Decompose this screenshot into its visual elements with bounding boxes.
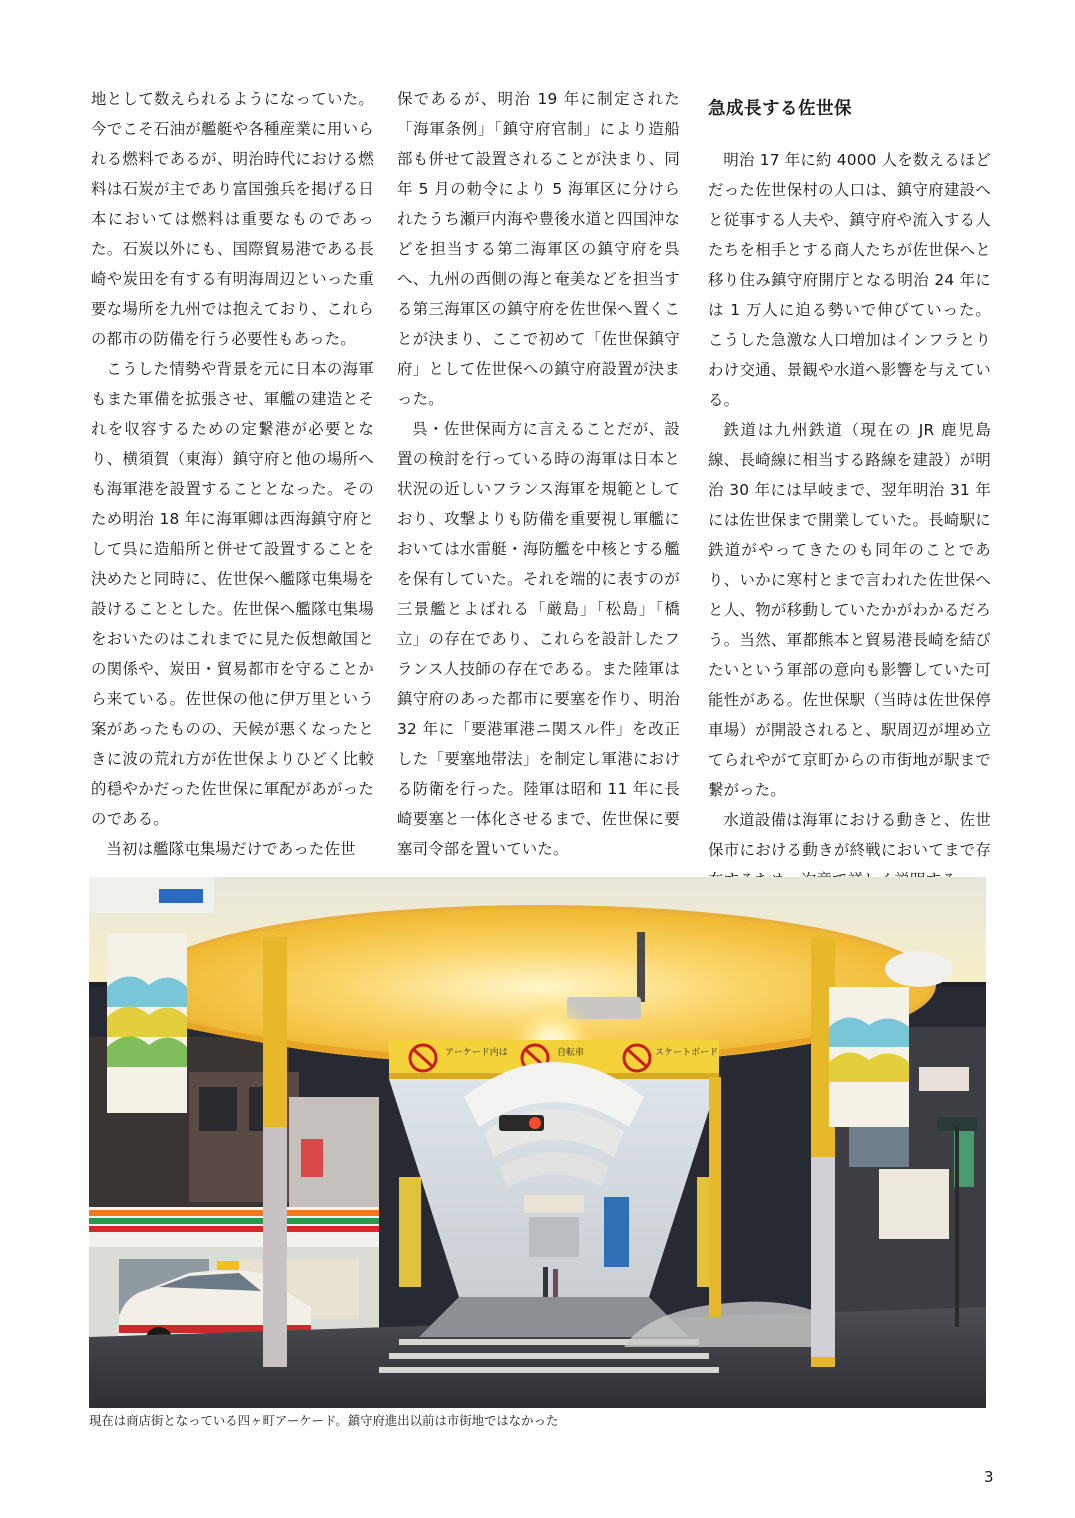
paragraph: 保であるが、明治 19 年に制定された「海軍条例」「鎮守府官制」により造船部も併せて設置されることが決まり、同年 5 月の勅令により 5 海軍区に分けられたうち瀬戸内海や豊後水道と四国沖などを担当する第二海軍区の鎮守府を呉へ、九州の西側の海と奄美などを担当する第三海軍区の鎮守府を佐世保へ置くことが決まり、ここで初めて「佐世保鎮守府」として佐世保への鎮守府設置が決まった。	[397, 90, 680, 408]
paragraph: 明治 17 年に約 4000 人を数えるほどだった佐世保村の人口は、鎮守府建設へと従事する人夫や、鎮守府や流入する人たちを相手とする商人たちが佐世保へと移り住み鎮守府開庁となる明治 24 年には 1 万人に迫る勢いで伸びていった。こうした急激な人口増加はインフラとりわけ交通、景観や水道へ影響を与えている。	[708, 151, 991, 409]
text-column-2	[397, 84, 680, 864]
page-number: 3	[984, 1468, 994, 1486]
sign-text-1: アーケード内は	[445, 1048, 508, 1058]
paragraph: 地として数えられるようになっていた。今でこそ石油が艦艇や各種産業に用いられる燃料であるが、明治時代における燃料は石炭が主であり富国強兵を掲げる日本においては燃料は重要なものであった。石炭以外にも、国際貿易港である長崎や炭田を有する有明海周辺といった重要な場所を九州では抱えており、これらの都市の防備を行う必要性もあった。	[91, 90, 374, 348]
arcade-photo	[89, 877, 986, 1408]
photo-caption: 現在は商店街となっている四ヶ町アーケード。鎮守府進出以前は市街地ではなかった	[89, 1413, 559, 1428]
paragraph: 鉄道は九州鉄道（現在の JR 鹿児島線、長崎線に相当する路線を建設）が明治 30 年には早岐まで、翌年明治 31 年には佐世保まで開業していた。長崎駅に鉄道がやってきたのも同年のことであり、いかに寒村とまで言われた佐世保へと人、物が移動していたかがわかるだろう。当然、軍都熊本と貿易港長崎を結びたいという軍部の意向も影響していた可能性がある。佐世保駅（当時は佐世保停車場）が開設されると、駅周辺が埋め立てられやがて京町からの市街地が駅まで繋がった。	[708, 421, 991, 799]
text-column-3	[708, 84, 991, 895]
sign-text-2: 自転車	[557, 1048, 585, 1058]
sign-text-3: スケートボード	[655, 1048, 719, 1058]
paragraph: 当初は艦隊屯集場だけであった佐世	[106, 840, 356, 858]
text-column-1	[91, 84, 374, 864]
paragraph: 呉・佐世保両方に言えることだが、設置の検討を行っている時の海軍は日本と状況の近しいフランス海軍を規範としており、攻撃よりも防備を重要視し軍艦においては水雷艇・海防艦を中核とする艦を保有していた。それを端的に表すのが三景艦とよばれる「厳島」「松島」「橋立」の存在であり、これらを設計したフランス人技師の存在である。また陸軍は鎮守府のあった都市に要塞を作り、明治 32 年に「要港軍港ニ関スル件」を改正した「要塞地帯法」を制定し軍港における防衛を行った。陸軍は昭和 11 年に長崎要塞と一体化させるまで、佐世保に要塞司令部を置いていた。	[397, 420, 680, 858]
paragraph: こうした情勢や背景を元に日本の海軍もまた軍備を拡張させ、軍艦の建造とそれを収容するための定繋港が必要となり、横須賀（東海）鎮守府と他の場所へも海軍港を設置することとなった。そのため明治 18 年に海軍卿は西海鎮守府として呉に造船所と併せて設置することを決めたと同時に、佐世保へ艦隊屯集場を設けることとした。佐世保へ艦隊屯集場をおいたのはこれまでに見た仮想敵国との関係や、炭田・貿易都市を守ることから来ている。佐世保の他に伊万里という案があったものの、天候が悪くなったときに波の荒れ方が佐世保よりひどく比較的穏やかだった佐世保に軍配があがったのである。	[91, 360, 374, 828]
paragraph: 水道設備は海軍における動きと、佐世保市における動きが終戦においてまで存	[708, 811, 991, 859]
section-heading: 急成長する佐世保	[708, 99, 852, 119]
